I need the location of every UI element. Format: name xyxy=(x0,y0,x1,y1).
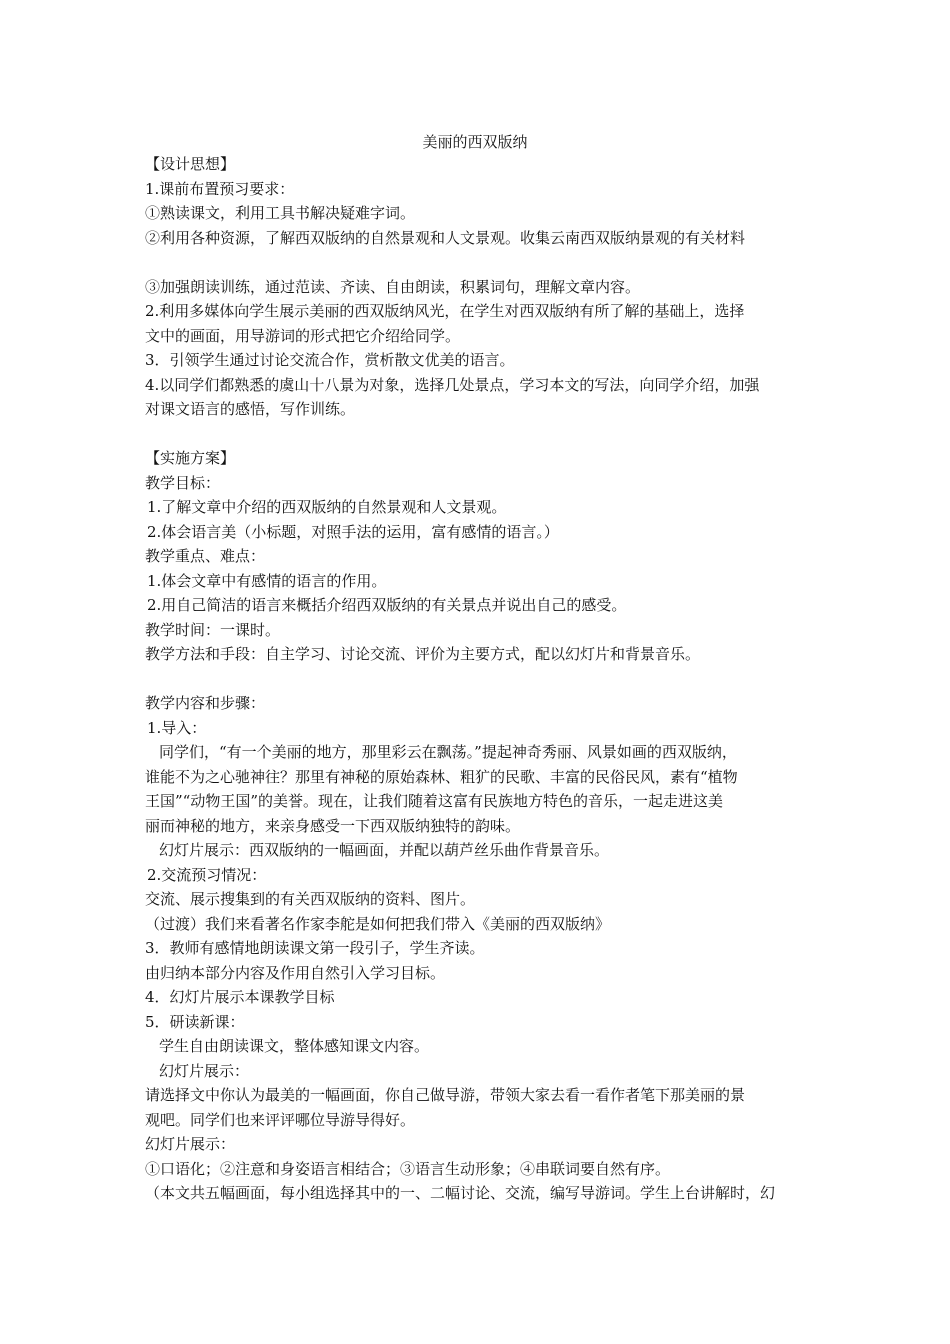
paragraph-line: 教学方法和手段：自主学习、讨论交流、评价为主要方式，配以幻灯片和背景音乐。 xyxy=(145,645,701,663)
paragraph-line: 1.课前布置预习要求： xyxy=(145,179,295,198)
paragraph-line: 3．引领学生通过讨论交流合作，赏析散文优美的语言。 xyxy=(145,351,515,369)
paragraph-line: 教学内容和步骤： xyxy=(145,694,266,712)
paragraph-line: ②利用各种资源，了解西双版纳的自然景观和人文景观。收集云南西双版纳景观的有关材料 xyxy=(145,228,746,247)
paragraph-line: 文中的画面，用导游词的形式把它介绍给同学。 xyxy=(145,326,461,345)
paragraph-line: 教学目标： xyxy=(145,473,221,492)
paragraph-line: 王国”“动物王国”的美誉。现在，让我们随着这富有民族地方特色的音乐，一起走进这美 xyxy=(145,792,724,810)
paragraph-line: 1.体会文章中有感情的语言的作用。 xyxy=(147,571,387,590)
paragraph-line: ③加强朗读训练，通过范读、齐读、自由朗读，积累词句，理解文章内容。 xyxy=(145,277,641,296)
paragraph-line: 幻灯片展示： xyxy=(145,1135,236,1153)
section-heading-plan: 【实施方案】 xyxy=(145,449,236,467)
paragraph-line: 2.交流预习情况： xyxy=(147,865,267,884)
blank-line xyxy=(145,250,810,275)
paragraph-line: 2.体会语言美（小标题，对照手法的运用，富有感情的语言。） xyxy=(147,522,559,541)
paragraph-line: （本文共五幅画面，每小组选择其中的一、二幅讨论、交流，编写导游词。学生上台讲解时，幻 xyxy=(145,1184,776,1202)
paragraph-line: 请选择文中你认为最美的一幅画面，你自己做导游，带领大家去看一看作者笔下那美丽的景 xyxy=(145,1086,746,1104)
paragraph-line: 丽而神秘的地方，来亲身感受一下西双版纳独特的韵味。 xyxy=(145,816,521,835)
paragraph-line: 1.导入： xyxy=(147,718,207,737)
paragraph-line: 3．教师有感情地朗读课文第一段引子，学生齐读。 xyxy=(145,939,485,957)
section-heading-design: 【设计思想】 xyxy=(145,155,236,173)
paragraph-line: 由归纳本部分内容及作用自然引入学习目标。 xyxy=(145,963,446,982)
paragraph-line: 1.了解文章中介绍的西双版纳的自然景观和人文景观。 xyxy=(147,498,507,516)
paragraph-line: 2.用自己简洁的语言来概括介绍西双版纳的有关景点并说出自己的感受。 xyxy=(147,596,627,614)
blank-line xyxy=(145,422,810,447)
paragraph-line: 4．幻灯片展示本课教学目标 xyxy=(145,988,335,1006)
paragraph-line: 交流、展示搜集到的有关西双版纳的资料、图片。 xyxy=(145,890,476,908)
paragraph-line: 对课文语言的感悟，写作训练。 xyxy=(145,400,356,418)
paragraph-line: ①口语化；②注意和身姿语言相结合；③语言生动形象；④串联词要自然有序。 xyxy=(145,1159,671,1178)
paragraph-line: 幻灯片展示：西双版纳的一幅画面，并配以葫芦丝乐曲作背景音乐。 xyxy=(159,841,610,859)
blank-line xyxy=(145,667,810,692)
paragraph-line: 教学时间：一课时。 xyxy=(145,620,281,639)
paragraph-line: 观吧。同学们也来评评哪位导游导得好。 xyxy=(145,1110,416,1129)
paragraph-line: 同学们，“有一个美丽的地方，那里彩云在飘荡。”提起神奇秀丽、风景如画的西双版纳， xyxy=(159,743,737,761)
paragraph-line: （过渡）我们来看著名作家李舵是如何把我们带入《美丽的西双版纳》 xyxy=(145,914,611,933)
paragraph-line: 学生自由朗读课文，整体感知课文内容。 xyxy=(159,1037,430,1055)
paragraph-line: 4.以同学们都熟悉的虞山十八景为对象，选择几处景点，学习本文的写法，向同学介绍，加强 xyxy=(145,375,760,394)
paragraph-line: 谁能不为之心驰神往？那里有神秘的原始森林、粗犷的民歌、丰富的民俗民风，素有“植物 xyxy=(145,767,738,786)
paragraph-line: 5．研读新课： xyxy=(145,1012,245,1031)
paragraph-line: 教学重点、难点： xyxy=(145,547,266,565)
document-title: 美丽的西双版纳 xyxy=(422,133,528,151)
document-body xyxy=(145,152,810,1206)
paragraph-line: 2.利用多媒体向学生展示美丽的西双版纳风光，在学生对西双版纳有所了解的基础上，选择 xyxy=(145,302,745,320)
paragraph-line: 幻灯片展示： xyxy=(159,1061,250,1080)
paragraph-line: ①熟读课文，利用工具书解决疑难字词。 xyxy=(145,204,416,222)
